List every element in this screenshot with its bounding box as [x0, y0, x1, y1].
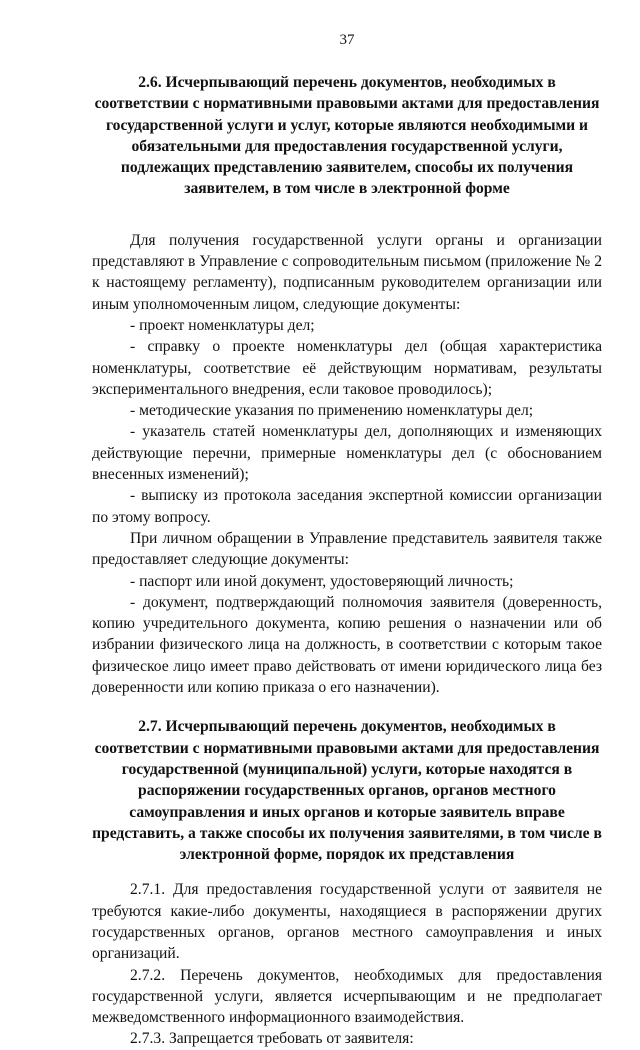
page-number: 37 [339, 32, 355, 48]
list-item: - выписку из протокола заседания экспертной комиссии организации по этому вопросу. [92, 487, 602, 526]
list-item: - проект номенклатуры дел; [130, 316, 315, 334]
paragraph: При личном обращении в Управление представитель заявителя также предоставляет следующие документы: [92, 529, 602, 569]
section-2-6-body [92, 230, 602, 699]
list-item: - справку о проекте номенклатуры дел (общая характеристика номенклатуры, соответствие её действующим нормативам, результаты экспериментального внедрения, если таковое проводилось); [92, 338, 602, 398]
list-item: - документ, подтверждающий полномочия заявителя (доверенность, копию учредительного документа, копию решения о назначении или об избрании физического лица на должность, в соответствии с которым такое физическое лицо имеет право действовать от имени юридического лица без доверенности или копию приказа о его назначении). [92, 593, 602, 697]
section-2-7-heading: 2.7. Исчерпывающий перечень документов, необходимых в соответствии с нормативными правовыми актами для предоставления государственной (муниципальной) услуги, которые находятся в распоряжении государственных органов, органов местного самоуправления и иных органов и которые заявитель вправе представить, а также способы их получения заявителями, в том числе в электронной форме, порядок их представления [92, 718, 602, 864]
list-item: - указатель статей номенклатуры дел, дополняющих и изменяющих действующие перечни, примерные номенклатуры дел (с обоснованием внесенных изменений); [92, 423, 602, 484]
section-2-6-heading: 2.6. Исчерпывающий перечень документов, необходимых в соответствии с нормативными правовыми актами для предоставления государственной услуги и услуг, которые являются необходимыми и обязательными для предоставления государственной услуги, подлежащих представлению заявителем, способы их получения заявителем, в том числе в электронной форме [94, 74, 600, 198]
paragraph: 2.7.1. Для предоставления государственной услуги от заявителя не требуются какие-либо документы, находящиеся в распоряжении других государственных органов, органов местного самоуправления и иных организаций. [92, 881, 602, 963]
list-item: - методические указания по применению номенклатуры дел; [130, 402, 534, 420]
list-item: - паспорт или иной документ, удостоверяющий личность; [130, 572, 514, 590]
paragraph: 2.7.3. Запрещается требовать от заявителя: [130, 1030, 414, 1048]
paragraph: Для получения государственной услуги органы и организации представляют в Управление с сопроводительным письмом (приложение № 2 к настоящему регламенту), подписанным руководителем организации или иным уполномоченным лицом, следующие документы: [92, 231, 602, 313]
paragraph: 2.7.2. Перечень документов, необходимых для предоставления государственной услуги, является исчерпывающим и не предполагает межведомственного информационного взаимодействия. [92, 966, 602, 1027]
